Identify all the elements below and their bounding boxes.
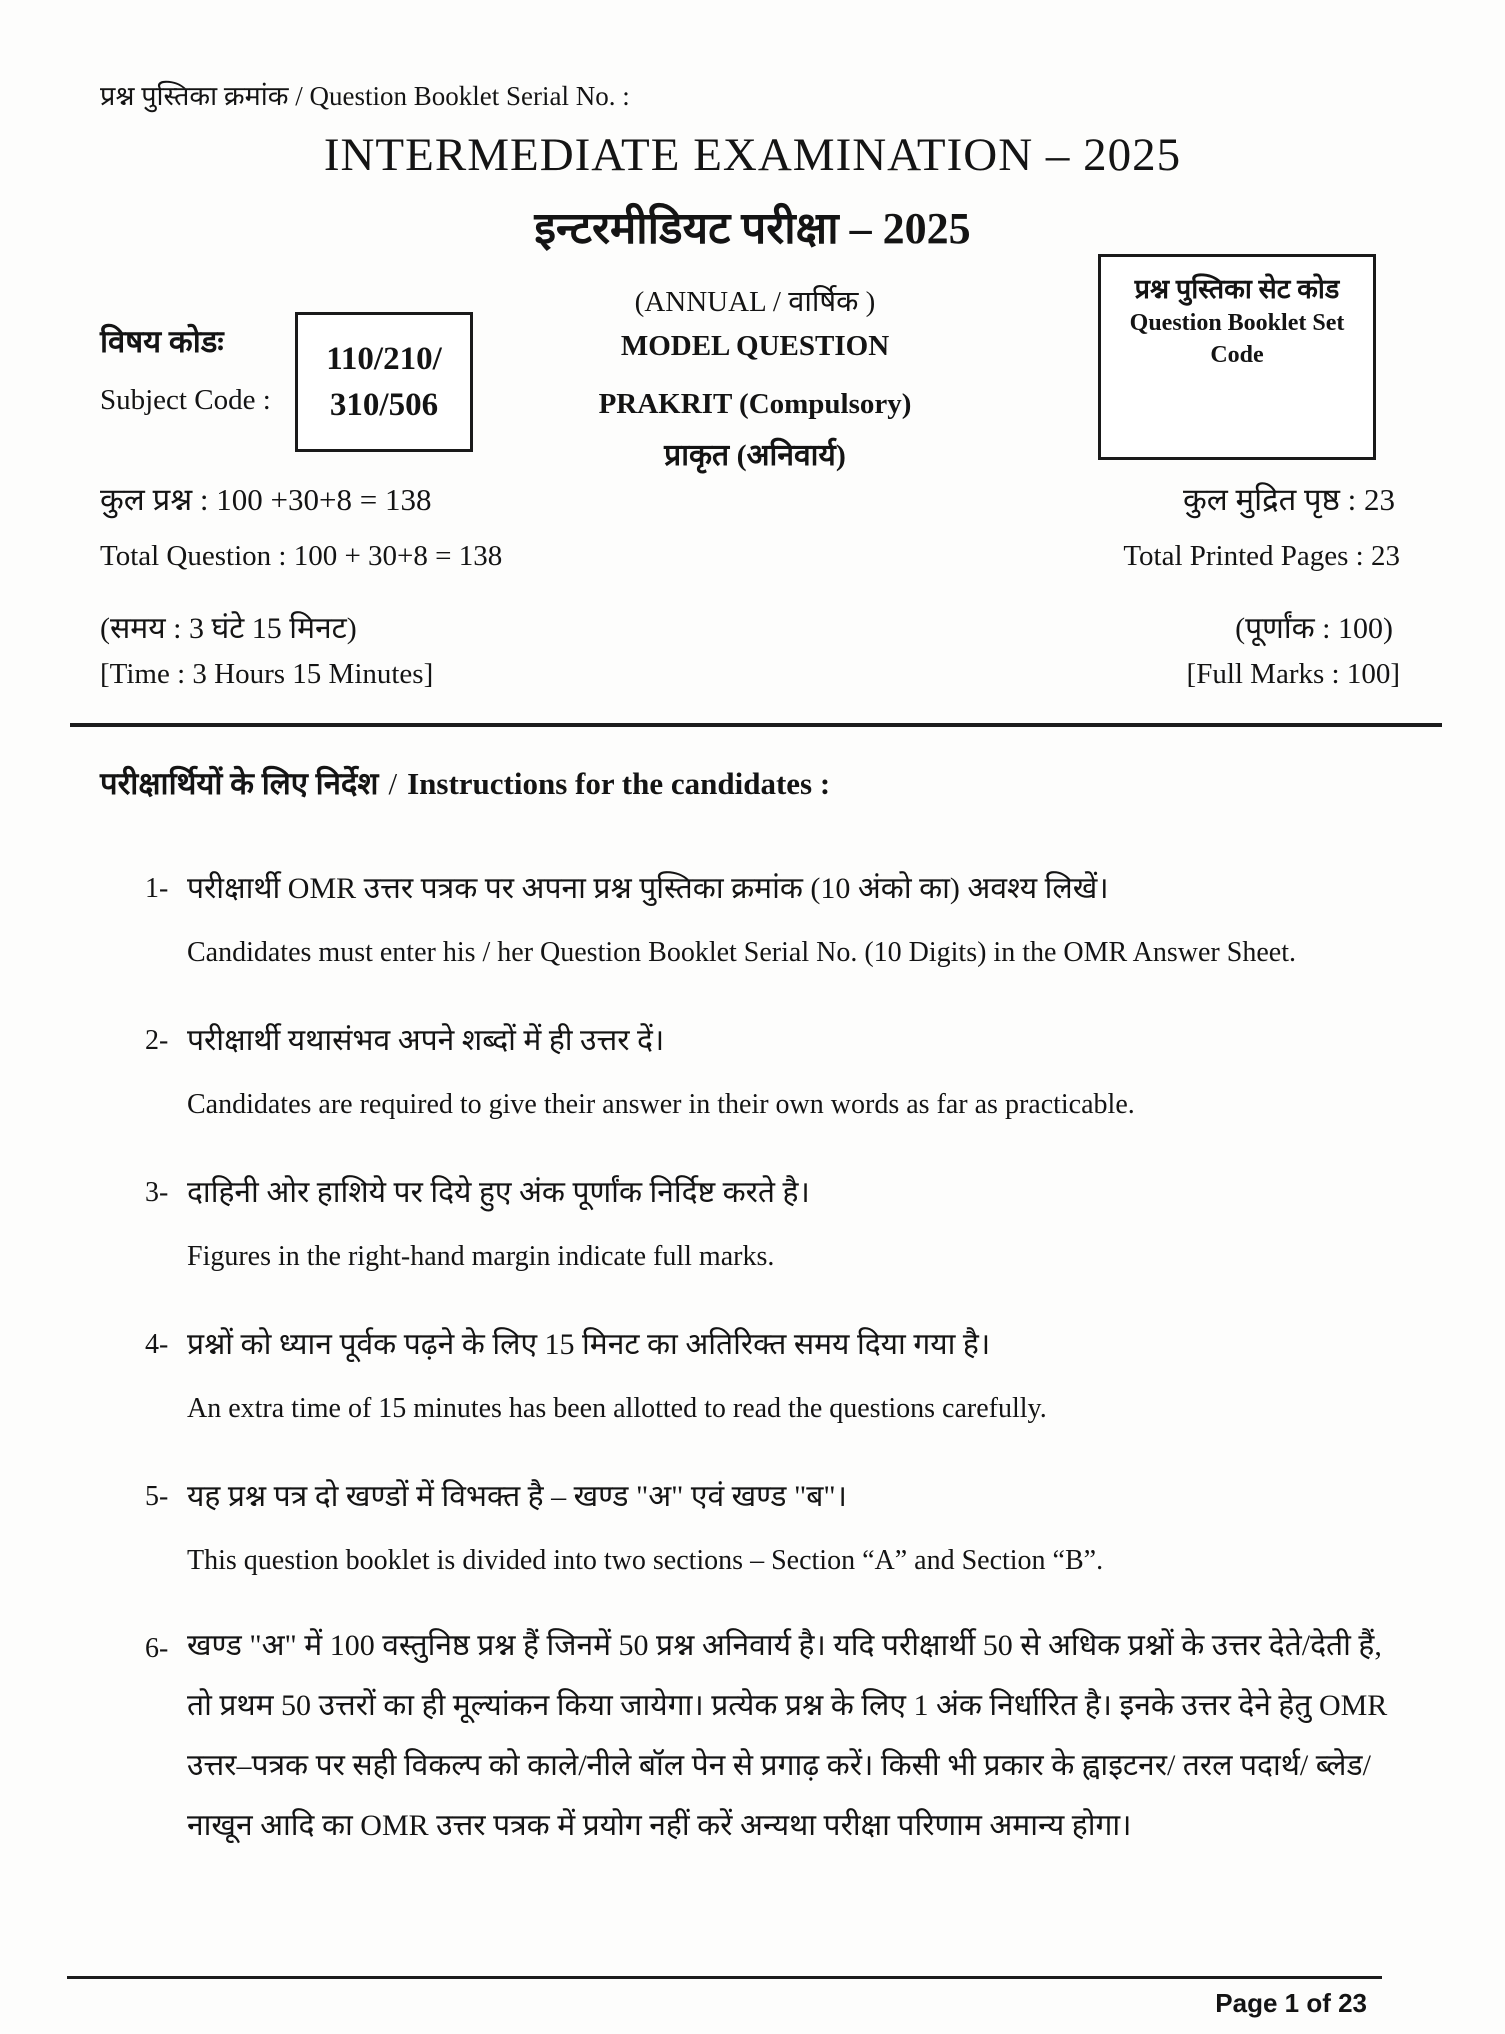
instructions-heading xyxy=(100,762,830,804)
instructions-heading-separator: / xyxy=(388,766,398,801)
instruction-body xyxy=(187,1312,1400,1438)
total-pages-hindi: कुल मुद्रित पृष्ठ : 23 xyxy=(1182,482,1395,517)
instruction-body xyxy=(187,1616,1400,1856)
page-number-indicator: Page 1 of 23 xyxy=(1215,1988,1367,2018)
subject-code-value-line1: 110/210/ xyxy=(326,341,442,377)
full-marks-hindi: (पूर्णांक : 100) xyxy=(1235,612,1393,645)
full-marks: [Full Marks : 100] xyxy=(1186,658,1400,690)
page-title: INTERMEDIATE EXAMINATION – 2025 xyxy=(323,129,1182,181)
instruction-number: 4- xyxy=(145,1329,169,1360)
header-divider xyxy=(70,723,1442,727)
instruction-text-hindi: प्रश्नों को ध्यान पूर्वक पढ़ने के लिए 15 मिनट का अतिरिक्त समय दिया गया है। xyxy=(187,1328,991,1361)
subject-code-label-hindi: विषय कोडः xyxy=(100,324,224,359)
instruction-text-english: This question booklet is divided into two sections – Section “A” and Section “B”. xyxy=(187,1545,1104,1576)
instruction-text-hindi: परीक्षार्थी OMR उत्तर पत्रक पर अपना प्रश्न पुस्तिका क्रमांक (10 अंको का) अवश्य लिखें। xyxy=(187,872,1109,905)
time-allowed-hindi: (समय : 3 घंटे 15 मिनट) xyxy=(100,612,357,645)
total-pages: Total Printed Pages : 23 xyxy=(1123,540,1400,572)
instruction-item-6 xyxy=(145,1616,1400,1856)
instruction-text-english: An extra time of 15 minutes has been allotted to read the questions carefully. xyxy=(187,1393,1047,1424)
instructions-heading-english: Instructions for the candidates : xyxy=(407,766,831,801)
instruction-number: 6- xyxy=(145,1633,169,1664)
total-questions-hindi: कुल प्रश्न : 100 +30+8 = 138 xyxy=(100,482,432,517)
instruction-body xyxy=(187,1008,1400,1134)
instruction-text-hindi: दाहिनी ओर हाशिये पर दिये हुए अंक पूर्णांक निर्दिष्ट करते है। xyxy=(187,1176,810,1209)
instruction-number: 1- xyxy=(145,873,169,904)
instruction-text-hindi: यह प्रश्न पत्र दो खण्डों में विभक्त है – खण्ड "अ" एवं खण्ड "ब"। xyxy=(187,1480,847,1513)
instruction-text-english: Candidates must enter his / her Question Booklet Serial No. (10 Digits) in the OMR Answer Sheet. xyxy=(187,937,1296,968)
model-question-label: MODEL QUESTION xyxy=(620,330,890,362)
subject-name: PRAKRIT (Compulsory) xyxy=(598,388,912,420)
instruction-text-english: Figures in the right-hand margin indicate full marks. xyxy=(187,1241,775,1272)
instruction-body xyxy=(187,1160,1400,1286)
instruction-item-5 xyxy=(145,1464,1400,1590)
subject-code-value-line2: 310/506 xyxy=(329,387,439,423)
set-code-label: Question Booklet Set Code xyxy=(1129,310,1345,368)
subject-code-label: Subject Code : xyxy=(100,384,271,416)
page-title-hindi: इन्टरमीडियट परीक्षा – 2025 xyxy=(534,204,971,253)
booklet-set-code-box xyxy=(1098,254,1376,460)
instruction-item-1 xyxy=(145,856,1400,982)
instruction-text-hindi: खण्ड "अ" में 100 वस्तुनिष्ठ प्रश्न हैं जिनमें 50 प्रश्न अनिवार्य है। यदि परीक्षार्थी 50 से अधिक प्रश्नों के उत्तर देते/देती हैं, तो प्रथम 50 उत्तरों का ही मूल्यांकन किया जायेगा। प्रत्येक प्रश्न के लिए 1 अंक निर्धारित है। इनके उत्तर देने हेतु OMR उत्तर–पत्रक पर सही विकल्प को काले/नीले बॉल पेन से प्रगाढ़ करें। किसी भी प्रकार के ह्वाइटनर/ तरल पदार्थ/ ब्लेड/नाखून आदि का OMR उत्तर पत्रक में प्रयोग नहीं करें अन्यथा परीक्षा परिणाम अमान्य होगा। xyxy=(187,1629,1388,1842)
instruction-item-3 xyxy=(145,1160,1400,1286)
instruction-text-english: Candidates are required to give their answer in their own words as far as practicable. xyxy=(187,1089,1135,1120)
annual-line: (ANNUAL / वार्षिक ) xyxy=(634,286,876,318)
subject-code-box xyxy=(295,312,473,452)
footer-divider xyxy=(67,1976,1382,1979)
instruction-item-4 xyxy=(145,1312,1400,1438)
instruction-number: 5- xyxy=(145,1481,169,1512)
subject-name-hindi: प्राकृत (अनिवार्य) xyxy=(664,439,846,472)
instruction-text-hindi: परीक्षार्थी यथासंभव अपने शब्दों में ही उत्तर दें। xyxy=(187,1024,665,1057)
total-questions: Total Question : 100 + 30+8 = 138 xyxy=(100,540,503,572)
instructions-heading-hindi: परीक्षार्थियों के लिए निर्देश xyxy=(100,766,379,801)
instruction-item-2 xyxy=(145,1008,1400,1134)
set-code-label-hindi: प्रश्न पुस्तिका सेट कोड xyxy=(1134,274,1340,304)
instruction-body xyxy=(187,1464,1400,1590)
time-allowed: [Time : 3 Hours 15 Minutes] xyxy=(100,658,434,690)
instructions-list xyxy=(145,856,1400,1882)
booklet-serial-label: प्रश्न पुस्तिका क्रमांक / Question Booklet Serial No. : xyxy=(100,81,630,111)
instruction-number: 2- xyxy=(145,1025,169,1056)
instruction-body xyxy=(187,856,1400,982)
instruction-number: 3- xyxy=(145,1177,169,1208)
